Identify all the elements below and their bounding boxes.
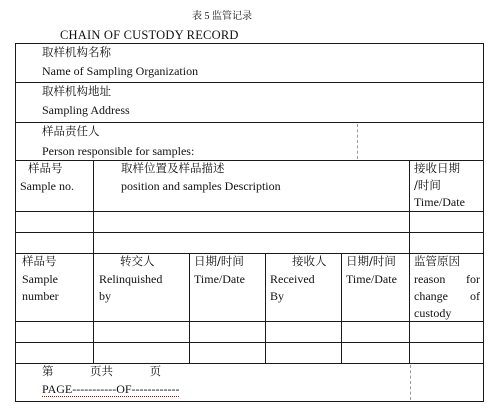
reason-en1: reason for	[414, 272, 480, 286]
received-date-zh: 接收日期	[414, 161, 460, 175]
address-label-zh: 取样机构地址	[42, 84, 111, 98]
sample-number-en1: Sample	[22, 272, 58, 286]
page-count-zh: 第 页共 页	[42, 364, 162, 378]
org-label-en: Name of Sampling Organization	[42, 64, 199, 78]
datetime2-en: Time/Date	[346, 272, 397, 286]
table-caption: 表 5 监管记录	[192, 11, 252, 22]
relinquished-zh: 转交人	[120, 254, 155, 268]
sample-number-zh: 样品号	[22, 254, 57, 268]
reason-en2: change of	[414, 289, 480, 303]
position-zh: 取样位置及样品描述	[121, 161, 225, 175]
form-title: CHAIN OF CUSTODY RECORD	[60, 28, 239, 42]
received-time-zh: /时间	[414, 178, 441, 192]
position-en: position and samples Description	[121, 179, 281, 193]
datetime2-zh: 日期/时间	[346, 254, 396, 268]
responsible-label-en: Person responsible for samples:	[42, 144, 195, 158]
reason-en3: custody	[414, 306, 452, 320]
received-by-en1: Received	[270, 272, 315, 286]
address-label-en: Sampling Address	[42, 103, 130, 117]
datetime1-zh: 日期/时间	[194, 254, 244, 268]
page-count-en: PAGE-----------OF------------	[42, 382, 180, 396]
received-date-en: Time/Date	[414, 195, 465, 209]
relinquished-en2: by	[99, 289, 111, 303]
org-label-zh: 取样机构名称	[42, 45, 111, 59]
responsible-label-zh: 样品责任人	[42, 124, 100, 138]
received-by-zh: 接收人	[292, 254, 327, 268]
reason-zh: 监管原因	[414, 254, 460, 268]
sample-no-zh: 样品号	[28, 161, 63, 175]
datetime1-en: Time/Date	[194, 272, 245, 286]
received-by-en2: By	[270, 289, 285, 303]
sample-no-en: Sample no.	[20, 179, 74, 193]
relinquished-en1: Relinquished	[99, 272, 163, 286]
sample-number-en2: number	[22, 289, 59, 303]
